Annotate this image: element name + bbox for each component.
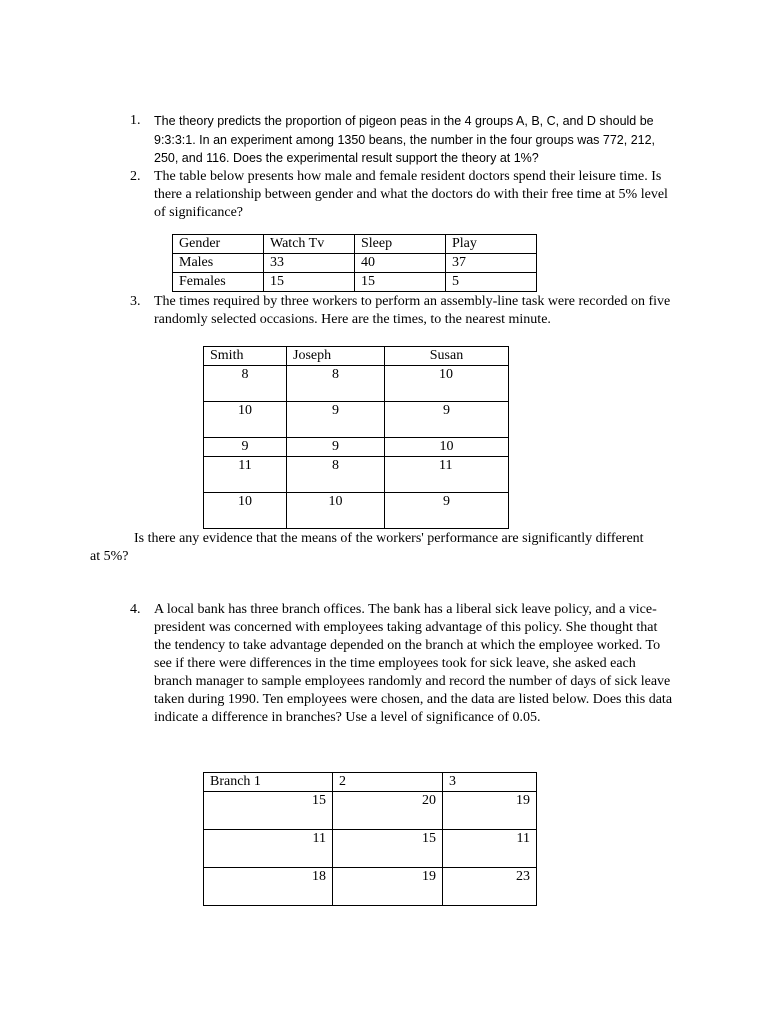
table-cell: 9 [385, 493, 509, 529]
table-row [204, 792, 537, 830]
table-row [204, 830, 537, 868]
question-1-number: 1. [130, 113, 141, 128]
table-cell: 8 [287, 366, 385, 402]
table-row [204, 868, 537, 906]
table-header-cell: 2 [333, 773, 443, 792]
table-cell: 15 [204, 792, 333, 830]
question-4-text: A local bank has three branch offices. The bank has a liberal sick leave policy, and a vice-president was concerned with employees taking advantage of this policy. She thought that the tendency to take advantage depended on the branch at which the employee worked. To see if there were differences in the time employees took for sick leave, she asked each branch manager to sample employees randomly and record the number of days of sick leave taken during 1990. Ten employees were chosen, and the data are listed below. Does this data indicate a difference in branches? Use a level of significance of 0.05. [154, 602, 673, 725]
table-cell: 18 [204, 868, 333, 906]
table-cell: 9 [287, 438, 385, 457]
table-row [204, 347, 509, 366]
table-cell: 20 [333, 792, 443, 830]
table-cell: 10 [385, 366, 509, 402]
table-cell: 8 [204, 366, 287, 402]
question-4-number: 4. [130, 602, 141, 617]
table-row [204, 457, 509, 493]
table-cell: 37 [446, 254, 537, 273]
table-header-cell: Branch 1 [204, 773, 333, 792]
question-3-number: 3. [130, 294, 141, 309]
table-header-cell: 3 [443, 773, 537, 792]
table-cell: 9 [385, 402, 509, 438]
branch-table [203, 772, 537, 906]
table-cell: Sleep [355, 235, 446, 254]
table-row [204, 773, 537, 792]
table-row [173, 273, 537, 292]
table-cell: 11 [443, 830, 537, 868]
table-cell: 10 [385, 438, 509, 457]
table-cell: 11 [204, 830, 333, 868]
question-2-number: 2. [130, 169, 141, 184]
table-cell: 5 [446, 273, 537, 292]
table-header-cell: Smith [204, 347, 287, 366]
table-row [173, 254, 537, 273]
table-cell: Watch Tv [264, 235, 355, 254]
table-cell: 40 [355, 254, 446, 273]
workers-table [203, 346, 509, 529]
table-row [204, 438, 509, 457]
table-cell: Play [446, 235, 537, 254]
question-2-text: The table below presents how male and female resident doctors spend their leisure time. Is there a relationship between gender and what the doctors do with their free time at 5% level of significance? [154, 169, 668, 220]
table-header-cell: Susan [385, 347, 509, 366]
question-3-text: The times required by three workers to perform an assembly-line task were recorded on five randomly selected occasions. Here are the times, to the nearest minute. [154, 294, 671, 327]
table-row [173, 235, 537, 254]
table-cell: Gender [173, 235, 264, 254]
table-cell: 8 [287, 457, 385, 493]
table-cell: 11 [204, 457, 287, 493]
table-cell: 10 [204, 402, 287, 438]
table-cell: 10 [204, 493, 287, 529]
table-row [204, 366, 509, 402]
table-cell: 23 [443, 868, 537, 906]
table-cell: 15 [264, 273, 355, 292]
table-cell: 15 [355, 273, 446, 292]
table-cell: 9 [287, 402, 385, 438]
table-header-cell: Joseph [287, 347, 385, 366]
table-cell: Males [173, 254, 264, 273]
table-cell: 19 [443, 792, 537, 830]
table-cell: 15 [333, 830, 443, 868]
question-3-followup: Is there any evidence that the means of the workers' performance are significantly different at 5%? [90, 531, 644, 564]
table-cell: Females [173, 273, 264, 292]
table-cell: 10 [287, 493, 385, 529]
table-cell: 9 [204, 438, 287, 457]
question-1-text: The theory predicts the proportion of pigeon peas in the 4 groups A, B, C, and D should be 9:3:3:1. In an experiment among 1350 beans, the number in the four groups was 772, 212, 250, and 116. Does the experimental result support the theory at 1%? [154, 114, 656, 165]
table-row [204, 402, 509, 438]
table-row [204, 493, 509, 529]
table-cell: 19 [333, 868, 443, 906]
table-cell: 33 [264, 254, 355, 273]
table-cell: 11 [385, 457, 509, 493]
leisure-table [172, 234, 537, 292]
